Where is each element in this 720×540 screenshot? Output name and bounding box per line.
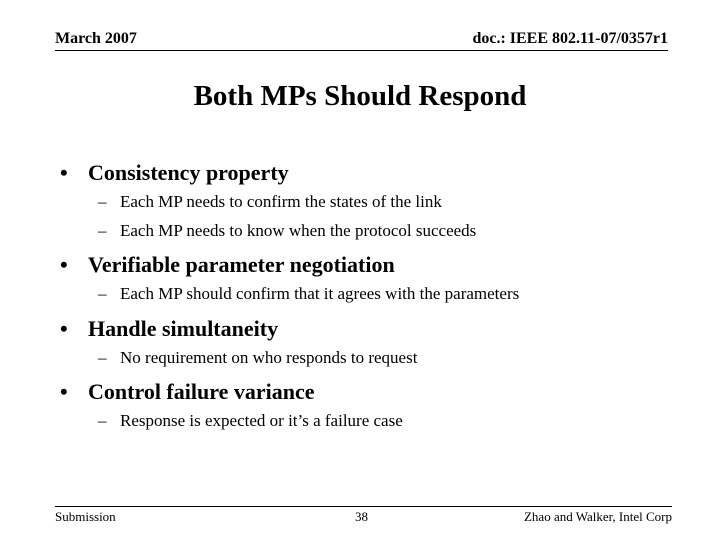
dash-marker: – bbox=[98, 411, 107, 430]
footer-rule bbox=[55, 506, 672, 507]
dash-marker: – bbox=[98, 284, 107, 303]
bullet-group bbox=[60, 160, 476, 250]
sub-item bbox=[98, 192, 476, 221]
bullet-text: Handle simultaneity bbox=[88, 316, 279, 341]
dash-marker: – bbox=[98, 348, 107, 367]
sub-text: Response is expected or it’s a failure case bbox=[120, 411, 403, 430]
sub-item bbox=[98, 221, 476, 250]
dash-marker: – bbox=[98, 221, 107, 240]
bullet-marker: • bbox=[60, 316, 68, 341]
slide-title: Both MPs Should Respond bbox=[193, 80, 527, 112]
bullet-item bbox=[60, 252, 519, 278]
bullet-item bbox=[60, 160, 476, 186]
bullet-text: Verifiable parameter negotiation bbox=[88, 252, 395, 277]
header-rule bbox=[55, 50, 668, 51]
header-doc-id: doc.: IEEE 802.11-07/0357r1 bbox=[472, 30, 668, 47]
footer-authors: Zhao and Walker, Intel Corp bbox=[523, 509, 672, 524]
sub-item bbox=[98, 348, 417, 377]
sub-list bbox=[60, 411, 403, 440]
bullet-item bbox=[60, 379, 403, 405]
sub-text: Each MP needs to know when the protocol succeeds bbox=[120, 221, 477, 240]
sub-list bbox=[60, 348, 417, 377]
bullet-group bbox=[60, 252, 519, 313]
sub-text: No requirement on who responds to request bbox=[120, 348, 418, 367]
bullet-text: Consistency property bbox=[88, 160, 289, 185]
sub-list bbox=[60, 284, 519, 313]
bullet-marker: • bbox=[60, 252, 68, 277]
bullet-marker: • bbox=[60, 160, 68, 185]
sub-text: Each MP should confirm that it agrees with the parameters bbox=[120, 284, 520, 303]
header-date: March 2007 bbox=[55, 30, 137, 47]
bullet-group bbox=[60, 379, 403, 440]
sub-text: Each MP needs to confirm the states of the link bbox=[120, 192, 442, 211]
dash-marker: – bbox=[98, 192, 107, 211]
bullet-group bbox=[60, 316, 417, 377]
sub-item bbox=[98, 284, 519, 313]
bullet-marker: • bbox=[60, 379, 68, 404]
page-number: 38 bbox=[355, 509, 368, 524]
bullet-text: Control failure variance bbox=[88, 379, 315, 404]
sub-list bbox=[60, 192, 476, 250]
sub-item bbox=[98, 411, 403, 440]
bullet-item bbox=[60, 316, 417, 342]
footer-submission: Submission bbox=[55, 509, 116, 524]
